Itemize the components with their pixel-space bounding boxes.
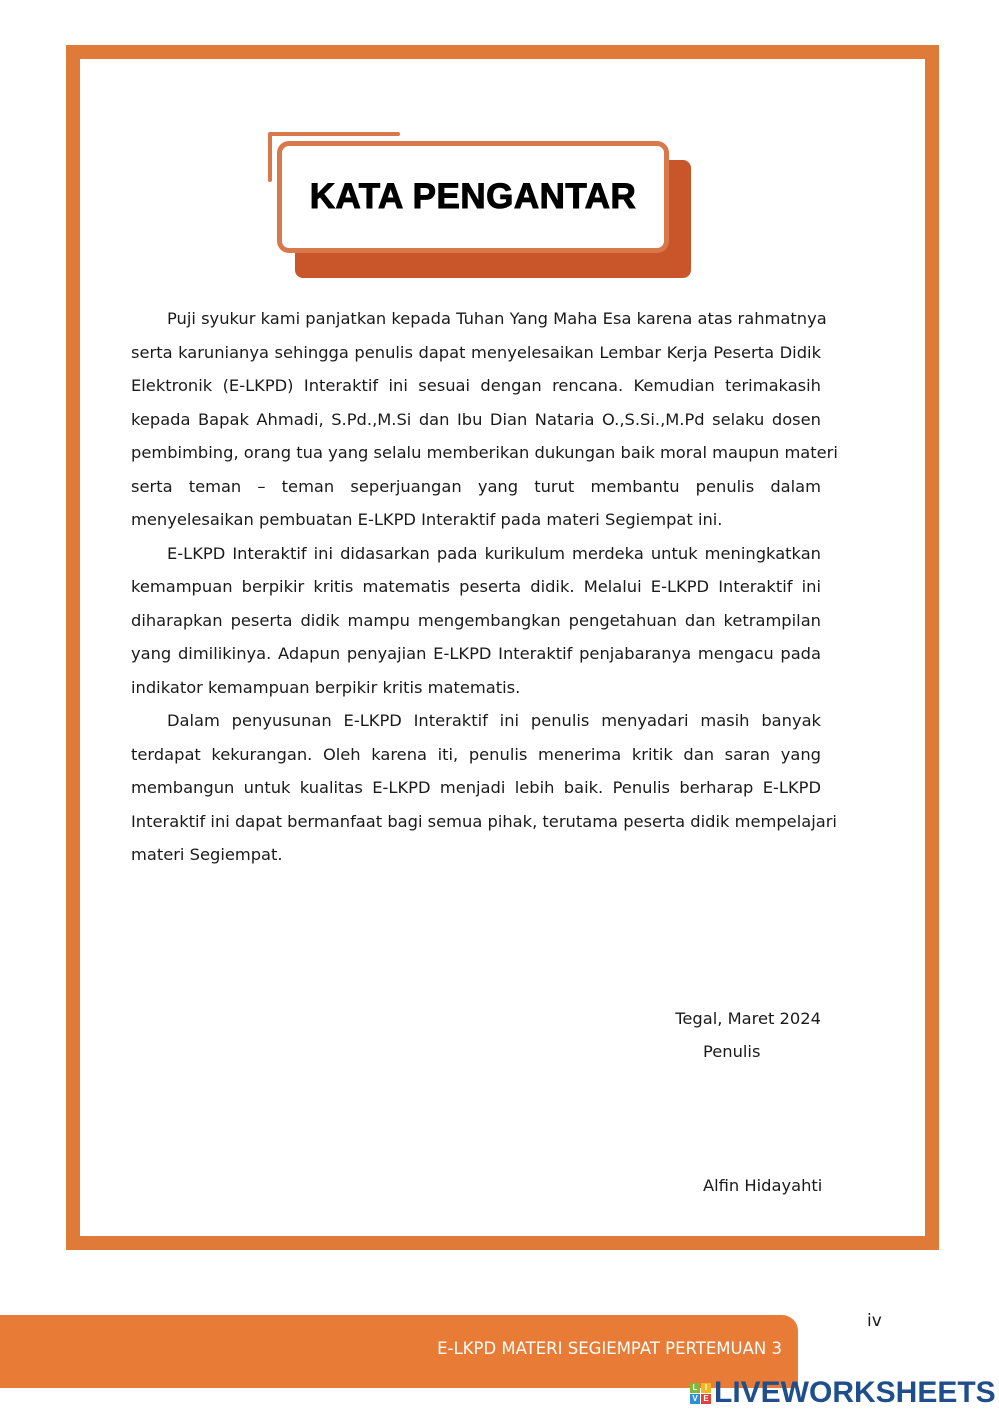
- page-number: iv: [867, 1311, 882, 1331]
- decorative-line: [268, 132, 272, 182]
- logo-tile: L: [690, 1383, 700, 1393]
- signature-role: Penulis: [703, 1042, 761, 1061]
- text-line: materi Segiempat.: [131, 845, 283, 864]
- logo-tile: E: [701, 1394, 711, 1404]
- text-line: E-LKPD Interaktif ini didasarkan pada kurikulum merdeka untuk meningkatkan: [167, 543, 821, 563]
- liveworksheets-logo: [690, 1376, 996, 1410]
- text-line: terdapat kekurangan. Oleh karena iti, penulis menerima kritik dan saran yang: [131, 744, 821, 764]
- logo-tile: V: [690, 1394, 700, 1404]
- body-text: [131, 302, 838, 872]
- logo-text: LIVEWORKSHEETS: [714, 1376, 996, 1409]
- text-line: menyelesaikan pembuatan E-LKPD Interaktif pada materi Segiempat ini.: [131, 510, 723, 529]
- text-line: kemampuan berpikir kritis matematis peserta didik. Melalui E-LKPD Interaktif ini: [131, 577, 821, 596]
- text-line: Elektronik (E-LKPD) Interaktif ini sesuai dengan rencana. Kemudian terimakasih: [131, 376, 821, 395]
- text-line: pembimbing, orang tua yang selalu memberikan dukungan baik moral maupun materi: [131, 443, 838, 462]
- footer-bar: [0, 1315, 798, 1388]
- text-line: indikator kemampuan berpikir kritis matematis.: [131, 677, 521, 697]
- footer-text: E-LKPD MATERI SEGIEMPAT PERTEMUAN 3: [437, 1339, 782, 1358]
- text-line: serta teman – teman seperjuangan yang turut membantu penulis dalam: [131, 476, 821, 496]
- logo-tile: I: [701, 1383, 711, 1393]
- title-banner: [268, 132, 693, 278]
- text-line: membangun untuk kualitas E-LKPD menjadi lebih baik. Penulis berharap E-LKPD: [131, 778, 821, 797]
- logo-tiles-icon: [690, 1383, 711, 1404]
- signature-name: Alfin Hidayahti: [703, 1176, 823, 1195]
- text-line: Interaktif ini dapat bermanfaat bagi semua pihak, terutama peserta didik mempelajari: [131, 811, 837, 831]
- text-line: kepada Bapak Ahmadi, S.Pd.,M.Si dan Ibu Dian Nataria O.,S.Si.,M.Pd selaku dosen: [131, 409, 821, 429]
- signature-place-date: Tegal, Maret 2024: [675, 1009, 821, 1028]
- title-box: [277, 141, 669, 253]
- text-line: yang dimilikinya. Adapun penyajian E-LKPD Interaktif penjabaranya mengacu pada: [131, 644, 821, 663]
- decorative-line: [268, 132, 400, 136]
- text-line: serta karunianya sehingga penulis dapat menyelesaikan Lembar Kerja Peserta Didik: [131, 342, 821, 362]
- text-line: Dalam penyusunan E-LKPD Interaktif ini penulis menyadari masih banyak: [167, 711, 821, 730]
- text-line: diharapkan peserta didik mampu mengembangkan pengetahuan dan ketrampilan: [131, 610, 821, 630]
- text-line: Puji syukur kami panjatkan kepada Tuhan Yang Maha Esa karena atas rahmatnya: [167, 309, 827, 328]
- page-title: KATA PENGANTAR: [309, 177, 637, 216]
